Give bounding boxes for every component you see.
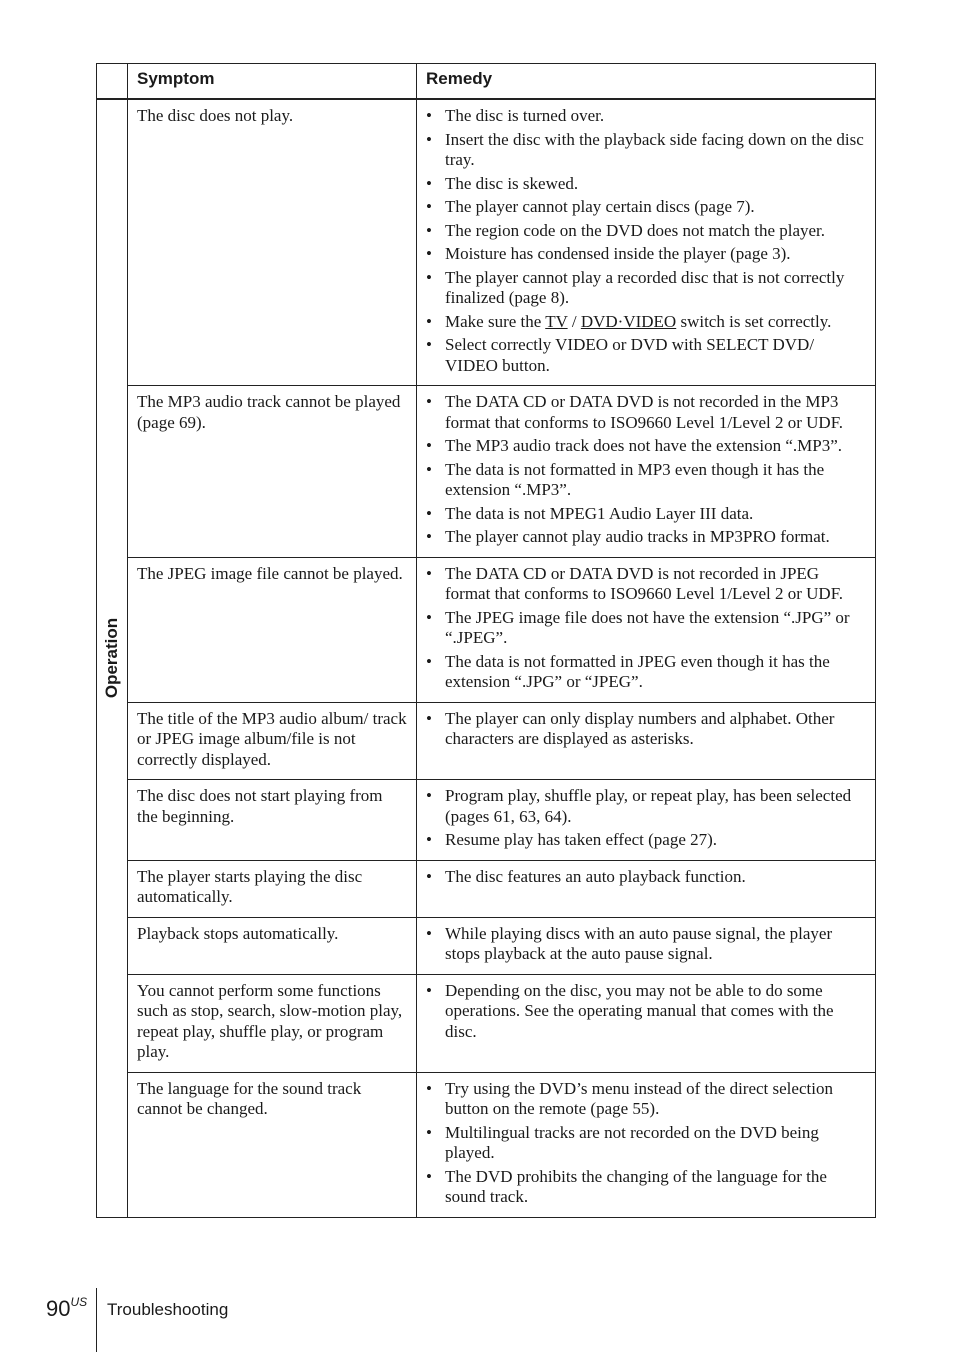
remedy-item: • The player cannot play a recorded disc that is not correctly finalized (page 8). [426, 268, 867, 309]
table-row [97, 1072, 876, 1217]
remedy-cell [417, 1072, 876, 1217]
remedy-list [426, 564, 867, 693]
remedy-item [426, 312, 867, 333]
table-row [97, 860, 876, 917]
remedy-item: • The DVD prohibits the changing of the language for the sound track. [426, 1167, 867, 1208]
symptom-cell: The language for the sound track cannot be changed. [128, 1072, 417, 1217]
remedy-cell [417, 780, 876, 861]
remedy-item: • The DATA CD or DATA DVD is not recorded in JPEG format that conforms to ISO9660 Level 1/Level 2 or UDF. [426, 564, 867, 605]
remedy-list [426, 392, 867, 548]
remedy-item: • The MP3 audio track does not have the extension “.MP3”. [426, 436, 867, 457]
symptom-cell: The disc does not start playing from the beginning. [128, 780, 417, 861]
table-row [97, 702, 876, 780]
remedy-list [426, 1079, 867, 1208]
page-number-suffix: US [70, 1294, 88, 1309]
remedy-list [426, 867, 867, 888]
remedy-cell [417, 702, 876, 780]
page-footer [0, 1288, 954, 1352]
remedy-cell [417, 557, 876, 702]
remedy-list [426, 786, 867, 851]
remedy-item: • The player cannot play audio tracks in MP3PRO format. [426, 527, 867, 548]
symptom-cell: The MP3 audio track cannot be played (page 69). [128, 386, 417, 558]
remedy-item: • The player cannot play certain discs (page 7). [426, 197, 867, 218]
remedy-item: • The region code on the DVD does not match the player. [426, 221, 867, 242]
footer-divider [96, 1288, 97, 1352]
table-row [97, 917, 876, 974]
remedy-item: • The disc is turned over. [426, 106, 867, 127]
switch-label-tv: TV [545, 311, 568, 331]
remedy-cell [417, 99, 876, 386]
remedy-item: • Try using the DVD’s menu instead of the direct selection button on the remote (page 55). [426, 1079, 867, 1120]
remedy-item: • Insert the disc with the playback side facing down on the disc tray. [426, 130, 867, 171]
switch-label-dvd: DVD·VIDEO [580, 311, 677, 331]
remedy-item: • Depending on the disc, you may not be able to do some operations. See the operating manual that comes with the disc. [426, 981, 867, 1043]
remedy-list [426, 981, 867, 1043]
remedy-cell [417, 386, 876, 558]
troubleshooting-table-wrap [96, 63, 876, 1218]
remedy-item: • Moisture has condensed inside the player (page 3). [426, 244, 867, 265]
troubleshooting-table [96, 63, 876, 1218]
remedy-item: • Multilingual tracks are not recorded on the DVD being played. [426, 1123, 867, 1164]
page-number-value: 90 [46, 1296, 71, 1321]
category-label: Operation [102, 617, 121, 699]
table-row [97, 386, 876, 558]
category-cell [97, 99, 128, 1217]
remedy-list [426, 106, 867, 376]
switch-text-sep: / [567, 311, 581, 331]
section-title: Troubleshooting [107, 1300, 229, 1319]
table-row [97, 780, 876, 861]
remedy-item: • The data is not formatted in JPEG even though it has the extension “.JPG” or “JPEG”. [426, 652, 867, 693]
remedy-cell [417, 860, 876, 917]
remedy-header: Remedy [417, 64, 876, 100]
switch-text-prefix: Make sure the [445, 311, 546, 331]
table-body [97, 99, 876, 1217]
remedy-cell [417, 917, 876, 974]
remedy-item: • The data is not MPEG1 Audio Layer III data. [426, 504, 867, 525]
table-row [97, 974, 876, 1072]
remedy-item: • The JPEG image file does not have the extension “.JPG” or “.JPEG”. [426, 608, 867, 649]
symptom-cell: The disc does not play. [128, 99, 417, 386]
remedy-item: • The data is not formatted in MP3 even though it has the extension “.MP3”. [426, 460, 867, 501]
remedy-list [426, 924, 867, 965]
category-header-cell [97, 64, 128, 100]
symptom-header: Symptom [128, 64, 417, 100]
remedy-item: • The player can only display numbers and alphabet. Other characters are displayed as asterisks. [426, 709, 867, 750]
remedy-item: • Resume play has taken effect (page 27). [426, 830, 867, 851]
table-row [97, 557, 876, 702]
switch-text-suffix: switch is set correctly. [676, 311, 832, 331]
remedy-item: • The disc is skewed. [426, 174, 867, 195]
table-row [97, 99, 876, 386]
remedy-item: • While playing discs with an auto pause signal, the player stops playback at the auto pause signal. [426, 924, 867, 965]
symptom-cell: You cannot perform some functions such as stop, search, slow-motion play, repeat play, shuffle play, or program play. [128, 974, 417, 1072]
remedy-item: • Select correctly VIDEO or DVD with SELECT DVD/ VIDEO button. [426, 335, 867, 376]
remedy-item: • The disc features an auto playback function. [426, 867, 867, 888]
remedy-item: • Program play, shuffle play, or repeat play, has been selected (pages 61, 63, 64). [426, 786, 867, 827]
symptom-cell: Playback stops automatically. [128, 917, 417, 974]
symptom-cell: The JPEG image file cannot be played. [128, 557, 417, 702]
remedy-cell [417, 974, 876, 1072]
remedy-list [426, 709, 867, 750]
table-header-row [97, 64, 876, 100]
page-number [46, 1296, 87, 1322]
remedy-item: • The DATA CD or DATA DVD is not recorded in the MP3 format that conforms to ISO9660 Level 1/Level 2 or UDF. [426, 392, 867, 433]
symptom-cell: The title of the MP3 audio album/ track or JPEG image album/file is not correctly displayed. [128, 702, 417, 780]
symptom-cell: The player starts playing the disc automatically. [128, 860, 417, 917]
